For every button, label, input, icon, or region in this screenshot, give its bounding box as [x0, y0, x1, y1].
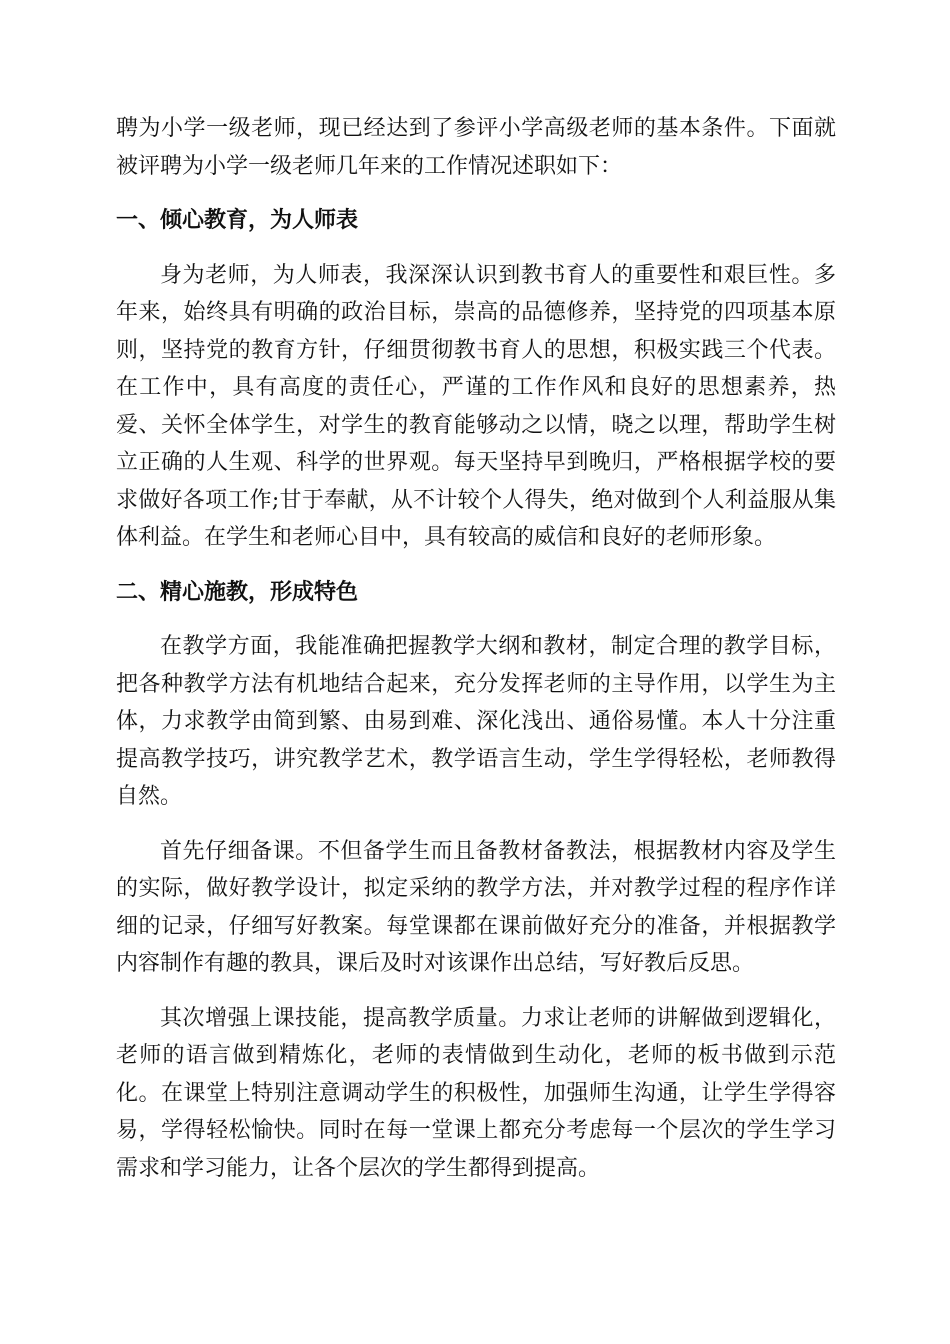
section-heading-2: 二、精心施教，形成特色: [116, 579, 359, 605]
section-2-paragraph-2: 首先仔细备课。不但备学生而且备教材备教法，根据教材内容及学生的实际，做好教学设计，拟定采纳的教学方法，并对教学过程的程序作详细的记录，仔细写好教案。每堂课都在课前做好充分的准备，并根据教学内容制作有趣的教具，课后及时对该课作出总结，写好教后反思。: [116, 838, 836, 976]
document-body: [116, 110, 836, 1204]
section-2-paragraph-3: 其次增强上课技能，提高教学质量。力求让老师的讲解做到逻辑化，老师的语言做到精炼化，老师的表情做到生动化，老师的板书做到示范化。在课堂上特别注意调动学生的积极性，加强师生沟通，让学生学得容易，学得轻松愉快。同时在每一堂课上都充分考虑每一个层次的学生学习需求和学习能力，让各个层次的学生都得到提高。: [116, 1005, 836, 1181]
section-1-paragraph: 身为老师，为人师表，我深深认识到教书育人的重要性和艰巨性。多年来，始终具有明确的政治目标，崇高的品德修养，坚持党的四项基本原则，坚持党的教育方针，仔细贯彻教书育人的思想，积极实践三个代表。在工作中，具有高度的责任心，严谨的工作作风和良好的思想素养，热爱、关怀全体学生，对学生的教育能够动之以情，晓之以理，帮助学生树立正确的人生观、科学的世界观。每天坚持早到晚归，严格根据学校的要求做好各项工作;甘于奉献，从不计较个人得失，绝对做到个人利益服从集体利益。在学生和老师心目中，具有较高的威信和良好的老师形象。: [116, 262, 836, 550]
section-2-paragraph-1: 在教学方面，我能准确把握教学大纲和教材，制定合理的教学目标，把各种教学方法有机地结合起来，充分发挥老师的主导作用，以学生为主体，力求教学由简到繁、由易到难、深化浅出、通俗易懂。本人十分注重提高教学技巧，讲究教学艺术，教学语言生动，学生学得轻松，老师教得自然。: [116, 634, 836, 809]
section-heading-1: 一、倾心教育，为人师表: [116, 208, 359, 233]
intro-paragraph: 聘为小学一级老师，现已经达到了参评小学高级老师的基本条件。下面就被评聘为小学一级老师几年来的工作情况述职如下：: [116, 116, 836, 179]
